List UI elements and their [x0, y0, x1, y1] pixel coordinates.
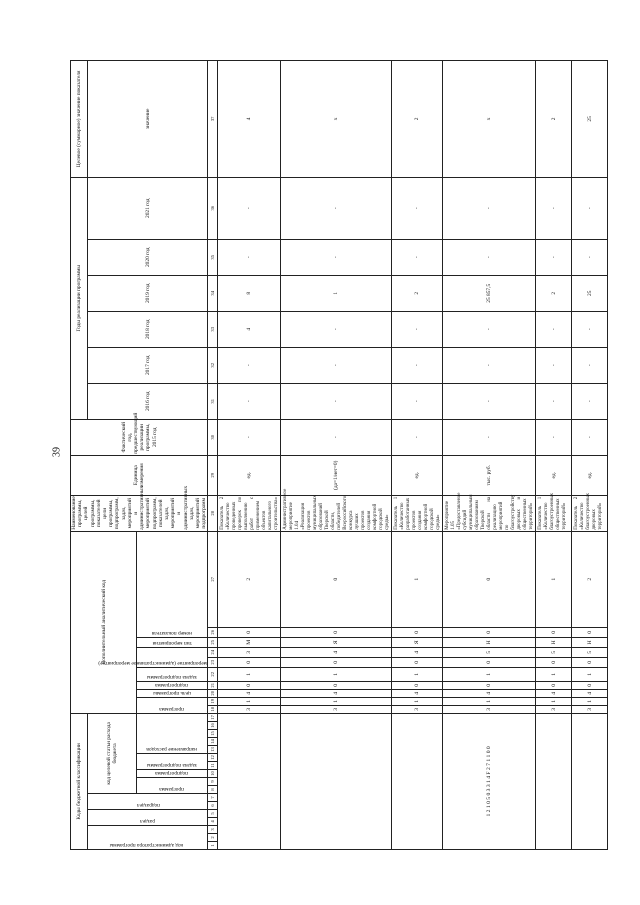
add-code-cell: 1 — [443, 667, 536, 681]
target-value-cell: 25 — [572, 61, 608, 178]
column-number: 36 — [208, 177, 218, 239]
budget-code-cell — [218, 713, 281, 849]
add-code-header: Дополнительный аналитический код — [71, 531, 137, 713]
column-number: 3 — [208, 826, 218, 834]
year-value-cell: - — [281, 177, 392, 239]
column-number: 21 — [208, 681, 218, 689]
add-code-cell: 3 — [392, 705, 443, 713]
subprogram-code-header: подпрограмма — [156, 770, 189, 776]
column-number: 1 — [208, 842, 218, 850]
year-value-cell: - — [572, 311, 608, 347]
year-value-cell: - — [218, 383, 281, 419]
add-code-cell: 0 — [281, 627, 392, 637]
year-value-cell: 1 — [281, 275, 392, 311]
year-value-cell: 25 — [572, 275, 608, 311]
year-value-cell: - — [218, 239, 281, 275]
column-number: 24 — [208, 647, 218, 657]
unit-cell: ед. — [218, 455, 281, 495]
add-code-cell: Я — [281, 637, 392, 647]
add-code-cell: 3 — [281, 705, 392, 713]
admin-code-header: код администратора программы — [109, 842, 183, 848]
expense-item-code-header: код целевой статьи расхода бюджета — [88, 713, 137, 793]
expense-direction-header: задача подпрограммы — [147, 762, 198, 768]
table-row — [392, 61, 443, 850]
add-code-cell: Н — [443, 637, 536, 647]
indicator-name-cell: Административное мероприятие 1.04 «Реализация проектов муниципальных образований Тверской области, победителей Всероссийского конкурса лучших проектов создания комфортной городской среды» — [281, 495, 392, 531]
year-2019-header: 2019 год — [88, 275, 208, 311]
column-number: 15 — [208, 730, 218, 738]
target-value-cell: 4 — [218, 61, 281, 178]
year-value-cell: - — [536, 347, 572, 383]
table-row — [281, 61, 392, 850]
year-value-cell: - — [281, 383, 392, 419]
year-value-cell: - — [572, 177, 608, 239]
year-value-cell: - — [392, 311, 443, 347]
add-activity-type-header: тип мероприятия — [152, 639, 193, 646]
add-code-cell: 1 — [392, 667, 443, 681]
column-number: 12 — [208, 754, 218, 762]
year-value-cell: - — [392, 177, 443, 239]
indicator-name-cell: Показатель 1 «Количество разработанных проектов создания комфортной городской среды» — [392, 495, 443, 531]
add-code-cell: 0 — [443, 657, 536, 667]
column-number: 17 — [208, 713, 218, 721]
add-code-cell: 4 — [218, 689, 281, 697]
add-code-cell: 0 — [536, 627, 572, 637]
indicator-name-cell: Показатель 2 «Количество благоустроенных дворовых территорий» — [572, 495, 608, 531]
column-number: 13 — [208, 746, 218, 754]
year-value-cell: - — [536, 239, 572, 275]
target-value-cell: х — [281, 61, 392, 178]
table-row — [572, 61, 608, 850]
column-number: 23 — [208, 657, 218, 667]
column-number: 16 — [208, 722, 218, 730]
add-program-header: программа — [160, 705, 185, 712]
column-number: 4 — [208, 818, 218, 826]
unit-cell: ед. — [392, 455, 443, 495]
add-code-cell: 3 — [536, 705, 572, 713]
add-code-cell: 0 — [443, 531, 536, 627]
section-header: раздел — [140, 818, 156, 824]
year-2017-header: 2017 год — [88, 347, 208, 383]
add-code-cell: 5 — [443, 647, 536, 657]
add-code-cell: 0 — [392, 657, 443, 667]
add-code-cell: 0 — [281, 531, 392, 627]
unit-header: Единица измерения — [71, 455, 208, 495]
year-value-cell: - — [572, 347, 608, 383]
add-task-header: задача подпрограммы — [147, 673, 198, 680]
column-number: 26 — [208, 627, 218, 637]
add-code-cell: 1 — [218, 697, 281, 705]
add-code-cell: 4 — [572, 689, 608, 697]
add-subprogram-header: подпрограмма — [156, 681, 189, 688]
add-code-cell: 1 — [572, 667, 608, 681]
year-value-cell: - — [443, 239, 536, 275]
years-header: Годы реализации программы — [71, 177, 88, 419]
add-code-cell: 4 — [281, 647, 392, 657]
add-code-cell: 1 — [572, 697, 608, 705]
unit-cell: (да=1/нет=0) — [281, 455, 392, 495]
column-number: 11 — [208, 762, 218, 770]
column-number: 35 — [208, 239, 218, 275]
add-code-cell: 3 — [218, 647, 281, 657]
add-code-cell: 0 — [572, 627, 608, 637]
year-2016-header: 2016 год — [88, 383, 208, 419]
year-value-cell: 25 857,5 — [443, 275, 536, 311]
budget-code-cell — [392, 713, 443, 849]
add-code-cell: 4 — [392, 647, 443, 657]
column-number: 2 — [208, 834, 218, 842]
year-2021-header: 2021 год — [88, 177, 208, 239]
add-code-cell: 1 — [392, 531, 443, 627]
table-row — [443, 61, 536, 850]
indicator-name-cell: Показатель 1 «Количество благоустроенных общественных территорий» — [536, 495, 572, 531]
target-value-cell: х — [443, 61, 536, 178]
page-number: 39 — [51, 447, 63, 457]
actual-year-cell: - — [218, 419, 281, 455]
column-number: 5 — [208, 810, 218, 818]
rotated-program-table-sheet — [70, 60, 604, 850]
year-value-cell: - — [392, 239, 443, 275]
program-code-header: программа — [160, 786, 185, 792]
add-code-cell: 1 — [392, 697, 443, 705]
indicator-name-cell: Показатель 2 «Количество проведенных проверок по выполнению работ с применением объектов капитального строительства» — [218, 495, 281, 531]
add-code-cell: 0 — [536, 681, 572, 689]
actual-year-cell: - — [392, 419, 443, 455]
add-code-cell: 1 — [536, 667, 572, 681]
unit-cell: ед. — [536, 455, 572, 495]
add-purpose-header: цель программы — [153, 689, 192, 696]
add-code-cell: 3 — [218, 705, 281, 713]
column-number: 32 — [208, 347, 218, 383]
column-number: 19 — [208, 697, 218, 705]
column-number: 30 — [208, 419, 218, 455]
year-value-cell: - — [572, 383, 608, 419]
actual-year-cell: - — [281, 419, 392, 455]
year-2018-header: 2018 год — [88, 311, 208, 347]
year-value-cell: - — [443, 177, 536, 239]
year-value-cell: - — [218, 177, 281, 239]
add-code-cell: 1 — [536, 697, 572, 705]
year-value-cell: 8 — [218, 275, 281, 311]
column-number: 28 — [208, 495, 218, 531]
add-code-cell: 0 — [218, 657, 281, 667]
year-value-cell: - — [281, 311, 392, 347]
column-numbers-row — [208, 61, 218, 850]
add-code-cell: 5 — [536, 647, 572, 657]
add-code-cell: Н — [536, 637, 572, 647]
actual-year-cell: - — [443, 419, 536, 455]
year-value-cell: - — [443, 383, 536, 419]
budget-code-cell: 1 2 1 0 5 0 3 3 1 4 F 2 7 1 1 0 0 — [443, 713, 536, 849]
add-code-cell: 1 — [218, 667, 281, 681]
column-number: 20 — [208, 689, 218, 697]
year-value-cell: - — [281, 347, 392, 383]
add-code-cell: 0 — [443, 681, 536, 689]
add-code-cell: 0 — [392, 681, 443, 689]
add-code-cell: 4 — [536, 689, 572, 697]
add-code-cell: 0 — [572, 681, 608, 689]
target-header: Целевое (суммарное) значение показателя — [71, 61, 88, 178]
column-number: 31 — [208, 383, 218, 419]
add-code-cell: 4 — [392, 689, 443, 697]
add-code-cell: 2 — [218, 531, 281, 627]
column-number: 14 — [208, 738, 218, 746]
table-row — [536, 61, 572, 850]
table-row — [218, 61, 281, 850]
column-number: 34 — [208, 275, 218, 311]
indicator-name-cell: Мероприятие 1.05 «Предоставление субсидий муниципальным образованиям Тверской области на реализацию мероприятий по благоустройству дворовых и общественных территорий» — [443, 495, 536, 531]
year-value-cell: 2 — [536, 275, 572, 311]
year-value-cell: - — [443, 311, 536, 347]
add-code-cell: Я — [392, 637, 443, 647]
target-value-cell: 2 — [392, 61, 443, 178]
add-code-cell: 0 — [218, 627, 281, 637]
actual-year-cell: - — [572, 419, 608, 455]
add-activity-header: мероприятие (административное мероприятие) — [98, 659, 208, 666]
actual-year-header: Фактический год, предшествующий реализации программы, 2015 год — [71, 419, 208, 455]
add-code-cell: 4 — [443, 689, 536, 697]
column-number: 9 — [208, 778, 218, 786]
add-code-cell: 1 — [536, 531, 572, 627]
budget-codes-header: Коды бюджетной классификации — [71, 713, 88, 849]
year-value-cell: - — [536, 177, 572, 239]
target-value-header: значение — [88, 61, 208, 178]
add-code-cell: 1 — [281, 697, 392, 705]
add-indicator-header: номер показателя — [152, 629, 193, 636]
column-number: 7 — [208, 794, 218, 802]
add-code-cell: 3 — [572, 705, 608, 713]
year-value-cell: - — [536, 383, 572, 419]
column-number: 6 — [208, 802, 218, 810]
year-value-cell: - — [392, 347, 443, 383]
add-code-cell: 2 — [572, 531, 608, 627]
column-number: 37 — [208, 61, 218, 178]
budget-code-cell — [536, 713, 572, 849]
add-code-cell: 0 — [572, 657, 608, 667]
add-code-cell: 4 — [281, 689, 392, 697]
column-number: 18 — [208, 705, 218, 713]
column-number: 10 — [208, 770, 218, 778]
year-value-cell: - — [218, 347, 281, 383]
year-value-cell: 2 — [392, 275, 443, 311]
column-number: 25 — [208, 637, 218, 647]
add-code-cell: 1 — [443, 697, 536, 705]
year-value-cell: - — [572, 239, 608, 275]
add-code-cell: 3 — [443, 705, 536, 713]
add-code-cell: 0 — [392, 627, 443, 637]
column-number: 27 — [208, 531, 218, 627]
add-code-cell: 0 — [443, 627, 536, 637]
add-code-cell: 0 — [281, 681, 392, 689]
budget-code-cell — [572, 713, 608, 849]
add-code-cell: 5 — [572, 647, 608, 657]
column-number: 29 — [208, 455, 218, 495]
column-number: 33 — [208, 311, 218, 347]
unit-cell: тыс. руб. — [443, 455, 536, 495]
year-value-cell: - — [536, 311, 572, 347]
budget-code-cell — [281, 713, 392, 849]
year-value-cell: - — [281, 239, 392, 275]
names-header: Наименование программы, целей программы, показателей цели программы, подпрограмм, задач, мероприятий и административных мероприятий подпрограмм, показателей задач, мероприятий и административных задач, мероприятий подпрограмм — [71, 485, 208, 530]
column-number: 22 — [208, 667, 218, 681]
program-indicators-table — [70, 60, 608, 850]
subsection-header: подраздел — [136, 802, 160, 808]
add-code-cell: 0 — [218, 681, 281, 689]
column-number: 8 — [208, 786, 218, 794]
expense-type-header: направление расходов — [147, 746, 198, 752]
year-value-cell: 4 — [218, 311, 281, 347]
year-2020-header: 2020 год — [88, 239, 208, 275]
add-code-cell: 0 — [536, 657, 572, 667]
actual-year-cell: - — [536, 419, 572, 455]
add-code-cell: 0 — [281, 657, 392, 667]
add-code-cell: Н — [572, 637, 608, 647]
target-value-cell: 2 — [536, 61, 572, 178]
year-value-cell: - — [443, 347, 536, 383]
year-value-cell: - — [392, 383, 443, 419]
add-code-cell: М — [218, 637, 281, 647]
add-code-cell: 1 — [281, 667, 392, 681]
unit-cell: ед. — [572, 455, 608, 495]
